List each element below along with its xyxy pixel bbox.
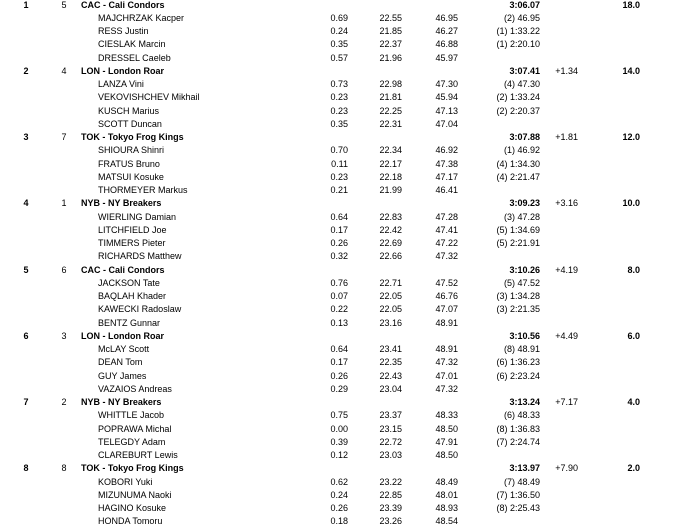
points-cell: 8.0 bbox=[627, 264, 640, 275]
lane-cell: 8 bbox=[61, 463, 67, 474]
final-time: 3:10.56 bbox=[509, 330, 540, 341]
place-cell: 6 bbox=[23, 330, 29, 341]
swimmer-row bbox=[0, 356, 700, 369]
split-50: 22.37 bbox=[379, 39, 402, 50]
split-100: 47.32 bbox=[435, 357, 458, 368]
split-100: 47.30 bbox=[435, 79, 458, 89]
split-100: 47.52 bbox=[435, 277, 458, 288]
reaction-time: 0.57 bbox=[330, 52, 348, 63]
reaction-time: 0.35 bbox=[330, 118, 348, 129]
cumulative-split: (1) 46.92 bbox=[503, 145, 540, 156]
reaction-time: 0.70 bbox=[330, 145, 348, 156]
reaction-time: 0.21 bbox=[330, 185, 348, 195]
split-50: 22.85 bbox=[379, 489, 402, 500]
reaction-time: 0.24 bbox=[330, 26, 348, 36]
swimmer-row bbox=[0, 436, 700, 449]
points-cell: 4.0 bbox=[627, 397, 640, 407]
cumulative-split: (7) 1:36.50 bbox=[496, 489, 540, 500]
split-50: 22.43 bbox=[379, 370, 402, 381]
points-cell: 10.0 bbox=[622, 198, 640, 209]
reaction-time: 0.23 bbox=[330, 171, 348, 182]
split-100: 48.49 bbox=[435, 476, 458, 487]
split-50: 21.99 bbox=[379, 185, 402, 195]
reaction-time: 0.12 bbox=[330, 450, 348, 460]
swimmer-name: DEAN Tom bbox=[98, 357, 143, 368]
swimmer-row bbox=[0, 476, 700, 489]
team-row bbox=[0, 65, 700, 78]
swimmer-row bbox=[0, 211, 700, 224]
split-50: 22.98 bbox=[379, 79, 402, 89]
swimmer-row bbox=[0, 91, 700, 104]
swimmer-row bbox=[0, 237, 700, 250]
split-100: 47.07 bbox=[435, 304, 458, 315]
swimmer-name: CLAREBURT Lewis bbox=[98, 450, 178, 460]
split-50: 22.17 bbox=[379, 158, 402, 169]
team-row bbox=[0, 330, 700, 343]
reaction-time: 0.35 bbox=[330, 39, 348, 50]
swimmer-row bbox=[0, 343, 700, 356]
swimmer-name: BAQLAH Khader bbox=[98, 291, 167, 301]
split-50: 23.15 bbox=[379, 423, 402, 434]
final-time: 3:06.07 bbox=[509, 0, 540, 10]
points-cell: 6.0 bbox=[627, 330, 640, 341]
swimmer-row bbox=[0, 158, 700, 171]
points-cell: 14.0 bbox=[622, 65, 640, 76]
swimmer-row bbox=[0, 303, 700, 316]
points-cell: 18.0 bbox=[622, 0, 640, 10]
split-50: 23.39 bbox=[379, 503, 402, 513]
reaction-time: 0.13 bbox=[330, 317, 348, 328]
cumulative-split: (7) 2:24.74 bbox=[496, 436, 540, 447]
cumulative-split: (3) 47.28 bbox=[503, 211, 540, 222]
reaction-time: 0.07 bbox=[330, 291, 348, 301]
split-100: 46.41 bbox=[435, 185, 458, 195]
split-100: 46.92 bbox=[435, 145, 458, 156]
team-name: NYB - NY Breakers bbox=[81, 397, 162, 407]
reaction-time: 0.29 bbox=[330, 383, 348, 394]
swimmer-row bbox=[0, 383, 700, 396]
split-100: 47.04 bbox=[435, 118, 458, 129]
team-name: TOK - Tokyo Frog Kings bbox=[81, 463, 184, 474]
swimmer-name: KUSCH Marius bbox=[98, 105, 160, 116]
swimmer-row bbox=[0, 144, 700, 157]
final-time: 3:07.41 bbox=[509, 65, 540, 76]
split-50: 22.05 bbox=[379, 291, 402, 301]
split-100: 48.33 bbox=[435, 410, 458, 421]
final-time: 3:07.88 bbox=[509, 132, 540, 142]
swimmer-row bbox=[0, 250, 700, 263]
swimmer-row bbox=[0, 12, 700, 25]
final-time: 3:09.23 bbox=[509, 198, 540, 209]
team-row bbox=[0, 0, 700, 12]
cumulative-split: (4) 2:21.47 bbox=[496, 171, 540, 182]
swimmer-name: SHIOURA Shinri bbox=[98, 145, 165, 156]
time-behind: +7.17 bbox=[555, 397, 578, 407]
split-50: 23.26 bbox=[379, 516, 402, 527]
reaction-time: 0.32 bbox=[330, 251, 348, 262]
cumulative-split: (8) 2:25.43 bbox=[496, 503, 540, 513]
split-50: 23.03 bbox=[379, 450, 402, 460]
split-100: 48.01 bbox=[435, 489, 458, 500]
cumulative-split: (7) 48.49 bbox=[503, 476, 540, 487]
split-50: 22.66 bbox=[379, 251, 402, 262]
lane-cell: 4 bbox=[61, 65, 67, 76]
split-50: 22.25 bbox=[379, 105, 402, 116]
swimmer-name: KAWECKI Radoslaw bbox=[98, 304, 182, 315]
final-time: 3:13.24 bbox=[509, 397, 540, 407]
final-time: 3:10.26 bbox=[509, 264, 540, 275]
reaction-time: 0.17 bbox=[330, 224, 348, 235]
swimmer-row bbox=[0, 118, 700, 131]
swimmer-row bbox=[0, 171, 700, 184]
team-row bbox=[0, 197, 700, 210]
split-50: 21.96 bbox=[379, 52, 402, 63]
time-behind: +4.49 bbox=[555, 330, 578, 341]
swimmer-name: MAJCHRZAK Kacper bbox=[98, 12, 185, 23]
lane-cell: 2 bbox=[61, 397, 67, 407]
lane-cell: 1 bbox=[61, 198, 67, 209]
split-100: 47.13 bbox=[435, 105, 458, 116]
reaction-time: 0.39 bbox=[330, 436, 348, 447]
split-50: 23.16 bbox=[379, 317, 402, 328]
cumulative-split: (5) 1:34.69 bbox=[496, 224, 540, 235]
team-row bbox=[0, 396, 700, 409]
final-time: 3:13.97 bbox=[509, 463, 540, 474]
time-behind: +1.34 bbox=[555, 65, 578, 76]
swimmer-row bbox=[0, 423, 700, 436]
swimmer-name: RESS Justin bbox=[98, 26, 149, 36]
split-50: 22.31 bbox=[379, 118, 402, 129]
reaction-time: 0.17 bbox=[330, 357, 348, 368]
split-50: 22.35 bbox=[379, 357, 402, 368]
swimmer-name: McLAY Scott bbox=[98, 344, 150, 354]
reaction-time: 0.75 bbox=[330, 410, 348, 421]
swimmer-row bbox=[0, 290, 700, 303]
split-100: 46.27 bbox=[435, 26, 458, 36]
split-50: 22.71 bbox=[379, 277, 402, 288]
reaction-time: 0.11 bbox=[331, 158, 348, 169]
swimmer-name: WIERLING Damian bbox=[98, 211, 177, 222]
split-50: 22.83 bbox=[379, 211, 402, 222]
split-50: 23.37 bbox=[379, 410, 402, 421]
reaction-time: 0.24 bbox=[330, 489, 348, 500]
cumulative-split: (1) 2:20.10 bbox=[496, 39, 540, 50]
swimmer-row bbox=[0, 515, 700, 528]
split-100: 48.50 bbox=[435, 423, 458, 434]
place-cell: 4 bbox=[23, 198, 29, 209]
points-cell: 12.0 bbox=[622, 132, 640, 142]
split-100: 47.01 bbox=[435, 370, 458, 381]
swimmer-name: LANZA Vini bbox=[98, 79, 144, 89]
cumulative-split: (4) 1:34.30 bbox=[496, 158, 540, 169]
split-50: 22.05 bbox=[379, 304, 402, 315]
swimmer-row bbox=[0, 449, 700, 462]
reaction-time: 0.26 bbox=[330, 503, 348, 513]
swimmer-row bbox=[0, 184, 700, 197]
time-behind: +3.16 bbox=[555, 198, 578, 209]
cumulative-split: (6) 48.33 bbox=[503, 410, 540, 421]
swimmer-row bbox=[0, 277, 700, 290]
split-100: 47.22 bbox=[435, 238, 458, 248]
split-100: 47.91 bbox=[435, 436, 458, 447]
swimmer-name: FRATUS Bruno bbox=[98, 158, 160, 169]
reaction-time: 0.76 bbox=[330, 277, 348, 288]
swimmer-name: BENTZ Gunnar bbox=[98, 317, 161, 328]
reaction-time: 0.23 bbox=[330, 105, 348, 116]
split-100: 47.38 bbox=[435, 158, 458, 169]
split-100: 46.88 bbox=[435, 39, 458, 50]
reaction-time: 0.26 bbox=[330, 238, 348, 248]
split-50: 22.18 bbox=[379, 171, 402, 182]
reaction-time: 0.73 bbox=[330, 79, 348, 89]
split-50: 21.81 bbox=[379, 92, 402, 103]
time-behind: +7.90 bbox=[555, 463, 578, 474]
cumulative-split: (2) 1:33.24 bbox=[496, 92, 540, 103]
split-100: 48.93 bbox=[435, 503, 458, 513]
swimmer-row bbox=[0, 105, 700, 118]
swimmer-row bbox=[0, 502, 700, 515]
points-cell: 2.0 bbox=[627, 463, 640, 474]
swimmer-row bbox=[0, 370, 700, 383]
swimmer-name: MIZUNUMA Naoki bbox=[98, 489, 172, 500]
lane-cell: 6 bbox=[61, 264, 67, 275]
reaction-time: 0.00 bbox=[330, 423, 348, 434]
swimmer-row bbox=[0, 25, 700, 38]
team-row bbox=[0, 462, 700, 475]
split-50: 23.22 bbox=[379, 476, 402, 487]
team-name: TOK - Tokyo Frog Kings bbox=[81, 132, 184, 142]
team-row bbox=[0, 264, 700, 277]
swimmer-row bbox=[0, 409, 700, 422]
swimmer-name: THORMEYER Markus bbox=[98, 185, 188, 195]
swimmer-name: TELEGDY Adam bbox=[98, 436, 166, 447]
cumulative-split: (8) 48.91 bbox=[503, 344, 540, 354]
cumulative-split: (6) 1:36.23 bbox=[496, 357, 540, 368]
swimmer-name: MATSUI Kosuke bbox=[98, 171, 164, 182]
team-name: CAC - Cali Condors bbox=[81, 264, 165, 275]
swimmer-name: GUY James bbox=[98, 370, 147, 381]
swimmer-name: CIESLAK Marcin bbox=[98, 39, 166, 50]
reaction-time: 0.22 bbox=[330, 304, 348, 315]
split-50: 23.41 bbox=[379, 344, 402, 354]
place-cell: 7 bbox=[23, 397, 29, 407]
reaction-time: 0.64 bbox=[330, 344, 348, 354]
cumulative-split: (2) 46.95 bbox=[503, 12, 540, 23]
team-name: NYB - NY Breakers bbox=[81, 198, 162, 209]
split-100: 47.32 bbox=[435, 251, 458, 262]
reaction-time: 0.64 bbox=[330, 211, 348, 222]
swimmer-row bbox=[0, 78, 700, 91]
cumulative-split: (2) 2:20.37 bbox=[496, 105, 540, 116]
cumulative-split: (3) 1:34.28 bbox=[496, 291, 540, 301]
swimmer-row bbox=[0, 38, 700, 51]
reaction-time: 0.62 bbox=[330, 476, 348, 487]
split-100: 46.76 bbox=[435, 291, 458, 301]
reaction-time: 0.18 bbox=[330, 516, 348, 527]
swimmer-name: WHITTLE Jacob bbox=[98, 410, 165, 421]
swimmer-row bbox=[0, 317, 700, 330]
lane-cell: 7 bbox=[61, 132, 67, 142]
swimmer-name: VAZAIOS Andreas bbox=[98, 383, 172, 394]
reaction-time: 0.26 bbox=[330, 370, 348, 381]
team-name: LON - London Roar bbox=[81, 65, 164, 76]
place-cell: 1 bbox=[23, 0, 29, 10]
split-50: 22.34 bbox=[379, 145, 402, 156]
place-cell: 8 bbox=[23, 463, 29, 474]
split-100: 46.95 bbox=[435, 12, 458, 23]
split-100: 48.91 bbox=[435, 317, 458, 328]
split-100: 48.54 bbox=[435, 516, 458, 527]
split-100: 48.91 bbox=[435, 344, 458, 354]
lane-cell: 3 bbox=[61, 330, 67, 341]
reaction-time: 0.69 bbox=[330, 12, 348, 23]
time-behind: +1.81 bbox=[555, 132, 578, 142]
cumulative-split: (5) 47.52 bbox=[503, 277, 540, 288]
split-100: 45.97 bbox=[435, 52, 458, 63]
team-name: CAC - Cali Condors bbox=[81, 0, 165, 10]
swimmer-name: HONDA Tomoru bbox=[98, 516, 163, 527]
swimmer-name: RICHARDS Matthew bbox=[98, 251, 182, 262]
split-50: 21.85 bbox=[379, 26, 402, 36]
place-cell: 2 bbox=[23, 65, 29, 76]
split-100: 47.28 bbox=[435, 211, 458, 222]
split-50: 23.04 bbox=[379, 383, 402, 394]
split-100: 47.41 bbox=[435, 224, 458, 235]
swimmer-name: JACKSON Tate bbox=[98, 277, 160, 288]
cumulative-split: (8) 1:36.83 bbox=[496, 423, 540, 434]
split-50: 22.72 bbox=[379, 436, 402, 447]
swimmer-name: LITCHFIELD Joe bbox=[98, 224, 167, 235]
split-50: 22.42 bbox=[379, 224, 402, 235]
split-100: 48.50 bbox=[435, 450, 458, 460]
team-row bbox=[0, 131, 700, 144]
swimmer-row bbox=[0, 489, 700, 502]
swimmer-name: VEKOVISHCHEV Mikhail bbox=[98, 92, 200, 103]
swimmer-name: POPRAWA Michal bbox=[98, 423, 172, 434]
place-cell: 3 bbox=[23, 132, 29, 142]
swimmer-name: HAGINO Kosuke bbox=[98, 503, 167, 513]
split-100: 45.94 bbox=[435, 92, 458, 103]
place-cell: 5 bbox=[23, 264, 29, 275]
swimmer-name: SCOTT Duncan bbox=[98, 118, 162, 129]
lane-cell: 5 bbox=[61, 0, 67, 10]
split-50: 22.69 bbox=[379, 238, 402, 248]
swimmer-name: KOBORI Yuki bbox=[98, 476, 153, 487]
swimmer-name: TIMMERS Pieter bbox=[98, 238, 166, 248]
cumulative-split: (6) 2:23.24 bbox=[496, 370, 540, 381]
split-100: 47.32 bbox=[435, 383, 458, 394]
team-name: LON - London Roar bbox=[81, 330, 164, 341]
swimmer-row bbox=[0, 224, 700, 237]
split-50: 22.55 bbox=[379, 12, 402, 23]
split-100: 47.17 bbox=[435, 171, 458, 182]
cumulative-split: (1) 1:33.22 bbox=[496, 26, 540, 36]
cumulative-split: (4) 47.30 bbox=[503, 79, 540, 89]
time-behind: +4.19 bbox=[555, 264, 578, 275]
cumulative-split: (3) 2:21.35 bbox=[496, 304, 540, 315]
swimmer-name: DRESSEL Caeleb bbox=[98, 52, 171, 63]
swimmer-row bbox=[0, 52, 700, 65]
reaction-time: 0.23 bbox=[330, 92, 348, 103]
cumulative-split: (5) 2:21.91 bbox=[496, 238, 540, 248]
